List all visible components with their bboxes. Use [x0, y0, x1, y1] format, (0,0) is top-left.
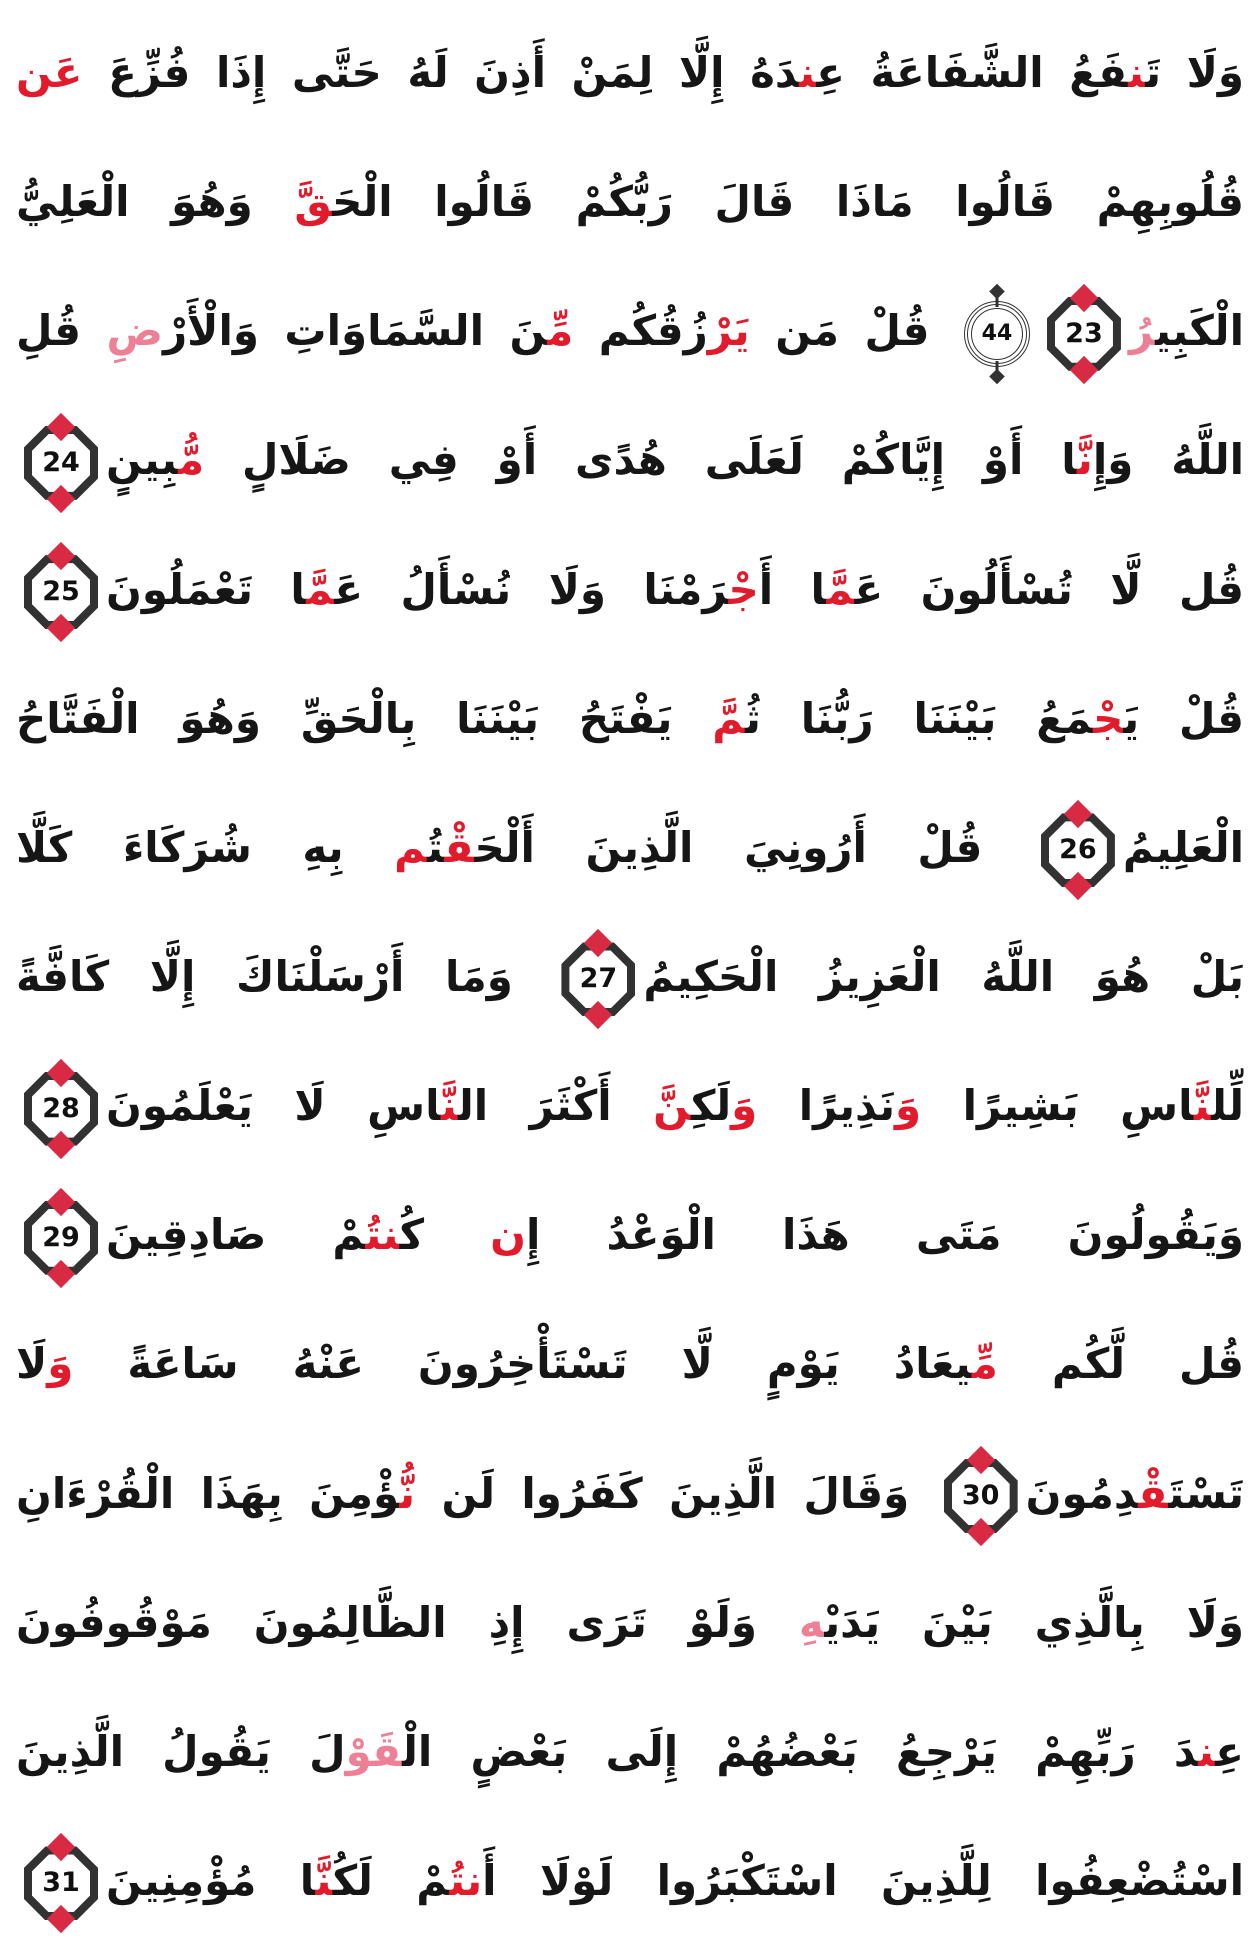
text-segment: لَا	[16, 1339, 48, 1389]
text-segment: نَذِيرًا	[757, 1081, 896, 1131]
text-segment: دَهُ إِلَّا لِمَنْ أَذِنَ لَهُ حَتَّى إِذَا فُزِّعَ	[82, 48, 800, 97]
quran-line-5	[16, 531, 1244, 655]
tajweed-red-segment: نَّ	[315, 1855, 333, 1905]
quran-line-3	[16, 272, 1244, 396]
tajweed-red-segment: قَّ	[294, 177, 333, 227]
quran-line-2	[16, 143, 1244, 267]
quran-line-15	[16, 1822, 1244, 1946]
quran-line-11	[16, 1305, 1244, 1429]
tajweed-red-segment: ن	[799, 48, 817, 97]
text-segment: بَلْ هُوَ اللَّهُ الْعَزِيزُ الْحَكِيمُ	[643, 951, 1244, 1001]
tajweed-red-segment: قْ	[1138, 1468, 1169, 1518]
text-segment: مْ صَادِقِينَ	[106, 1210, 366, 1260]
tajweed-pink-segment: رُ	[1128, 306, 1156, 356]
ayah-end-medallion	[1047, 297, 1121, 371]
text-segment: اسِ لَا يَعْلَمُونَ	[106, 1081, 441, 1131]
quran-line-12	[16, 1435, 1244, 1559]
tajweed-red-segment: قْ	[444, 822, 475, 872]
text-segment: مْ لَكُ	[332, 1855, 450, 1905]
tajweed-red-segment: عَن	[16, 48, 83, 97]
tajweed-red-segment: يَرْ	[707, 306, 750, 356]
tajweed-pink-segment: هِ	[798, 1597, 825, 1647]
text-segment: زُقُكُم	[573, 306, 708, 356]
quran-line-6	[16, 660, 1244, 784]
text-segment: قُل لَّكُم	[997, 1339, 1244, 1389]
text-segment: تَسْتَ	[1168, 1468, 1244, 1518]
text-segment: قُل لَّا تُسْأَلُونَ عَ	[854, 564, 1244, 614]
text-segment: تُ	[427, 822, 445, 872]
ayah-number: 28	[42, 1092, 80, 1124]
quran-line-1	[16, 14, 1244, 138]
text-segment: الْكَبِي	[1155, 306, 1244, 356]
ayah-number: 23	[1065, 317, 1103, 349]
tajweed-red-segment: مُّ	[178, 435, 205, 485]
ayah-end-medallion	[24, 426, 98, 500]
ayah-end-medallion	[24, 555, 98, 629]
text-segment: وَهُوَ الْعَلِيُّ	[16, 177, 295, 227]
ayah-number: 31	[42, 1867, 80, 1899]
tajweed-red-segment: مَّ	[826, 564, 855, 614]
text-segment: دِمُونَ	[1025, 1468, 1139, 1518]
text-segment: عِ	[1215, 1726, 1244, 1776]
ayah-end-medallion	[944, 1459, 1018, 1533]
tajweed-red-segment: نَّ	[653, 1081, 691, 1131]
tajweed-red-segment: مِّ	[971, 1339, 998, 1389]
tajweed-red-segment: وَ	[895, 1081, 922, 1131]
tajweed-red-segment: مَّ	[712, 693, 746, 743]
ayah-end-medallion	[1041, 813, 1115, 887]
text-segment: قُلِ	[16, 306, 107, 356]
tajweed-red-segment: نتُ	[365, 1210, 400, 1260]
tajweed-red-segment: مَّ	[306, 564, 335, 614]
ayah-end-medallion	[24, 1072, 98, 1146]
text-segment: رَمْنَا وَلَا نُسْأَلُ عَ	[334, 564, 729, 614]
tajweed-red-segment: ن	[1198, 1726, 1216, 1776]
quran-line-7	[16, 789, 1244, 913]
tajweed-red-segment: وَ	[47, 1339, 74, 1389]
ayah-number: 27	[579, 963, 618, 995]
text-segment: لَ يَقُولُ الَّذِينَ	[16, 1726, 346, 1776]
text-segment: وَلَوْ تَرَى إِذِ الظَّالِمُونَ مَوْقُوفُونَ	[16, 1597, 799, 1647]
ayah-number: 30	[961, 1480, 1000, 1512]
tajweed-red-segment: نَّ	[440, 1081, 458, 1131]
ayah-end-medallion	[24, 1201, 98, 1275]
text-segment: ا أَ	[758, 564, 827, 614]
hizb-rosette-marker	[961, 282, 1033, 386]
quran-line-14	[16, 1693, 1244, 1817]
ayah-end-medallion	[24, 1846, 98, 1920]
text-segment: بِهِ شُرَكَاءَ كَلَّا	[16, 822, 395, 872]
tajweed-red-segment: جْ	[1093, 693, 1124, 743]
tajweed-red-segment: نَّ	[1193, 1081, 1212, 1131]
text-segment: كُ	[399, 1210, 491, 1260]
text-segment: وَلَا تَ	[1145, 48, 1245, 97]
quran-line-13	[16, 1564, 1244, 1688]
text-segment: يعَادُ يَوْمٍ لَّا تَسْتَأْخِرُونَ عَنْهُ سَاعَةً	[73, 1339, 972, 1389]
tajweed-red-segment: وَ	[731, 1081, 758, 1131]
text-segment: ؤْمِنَ بِهَذَا الْقُرْءَانِ	[16, 1468, 400, 1518]
tajweed-red-segment: مِّ	[547, 306, 574, 356]
ayah-end-medallion	[561, 942, 635, 1016]
tajweed-red-segment: ن	[1128, 48, 1146, 97]
text-segment: فَعُ الشَّفَاعَةُ عِ	[816, 48, 1129, 97]
text-segment: وَلَا بِالَّذِي بَيْنَ يَدَيْ	[824, 1597, 1245, 1647]
text-segment: أَكْثَرَ ال	[458, 1081, 654, 1131]
text-segment: يَفْتَحُ بَيْنَنَا بِالْحَقِّ وَهُوَ الْفَتَّاحُ	[16, 693, 713, 743]
hizb-number: 44	[981, 320, 1013, 346]
ayah-number: 26	[1059, 834, 1097, 866]
tajweed-red-segment: نُّ	[399, 1468, 416, 1518]
tajweed-red-segment: م	[394, 822, 428, 872]
text-segment: دَ رَبِّهِمْ يَرْجِعُ بَعْضُهُمْ إِلَى بَعْضٍ الْ	[402, 1726, 1199, 1776]
text-segment: ا أَوْ إِيَّاكُمْ لَعَلَى هُدًى أَوْ فِي ضَلَالٍ	[204, 435, 1078, 485]
tajweed-red-segment: نتُ	[449, 1855, 483, 1905]
text-segment: اسِ بَشِيرًا	[921, 1081, 1194, 1131]
text-segment: وَقَالَ الَّذِينَ كَفَرُوا لَن	[415, 1468, 936, 1518]
tajweed-pink-segment: ضِ	[106, 306, 163, 356]
tajweed-pink-segment: قَوْ	[345, 1726, 403, 1776]
quran-line-10	[16, 1176, 1244, 1300]
quran-line-9	[16, 1047, 1244, 1171]
text-segment: اسْتُضْعِفُوا لِلَّذِينَ اسْتَكْبَرُوا لَوْلَا أَ	[482, 1855, 1244, 1905]
text-segment: مَعُ بَيْنَنَا رَبُّنَا ثُ	[745, 693, 1094, 743]
ayah-number: 25	[42, 576, 80, 608]
text-segment: قُلْ يَ	[1123, 693, 1245, 743]
text-segment: قُلْ مَن	[749, 306, 955, 356]
text-segment: بِينٍ	[106, 435, 179, 485]
text-segment: ا مُؤْمِنِينَ	[106, 1855, 316, 1905]
text-segment: لِّل	[1211, 1081, 1244, 1131]
text-segment: نَ السَّمَاوَاتِ وَالْأَرْ	[162, 306, 548, 356]
quran-line-8	[16, 918, 1244, 1042]
quran-line-4	[16, 401, 1244, 525]
text-segment: اللَّهُ وَإِ	[1092, 435, 1244, 485]
tajweed-red-segment: جْ	[728, 564, 759, 614]
text-segment: قُلْ أَرُونِيَ الَّذِينَ أَلْحَ	[474, 822, 1033, 872]
tajweed-red-segment: ن	[490, 1210, 527, 1260]
text-segment: لَكِ	[690, 1081, 732, 1131]
ayah-number: 29	[42, 1221, 80, 1253]
text-segment: ا تَعْمَلُونَ	[106, 564, 307, 614]
ayah-number: 24	[42, 446, 80, 478]
text-segment: الْعَلِيمُ	[1122, 822, 1244, 872]
tajweed-red-segment: نَّ	[1077, 435, 1093, 485]
text-segment: وَيَقُولُونَ مَتَى هَذَا الْوَعْدُ إِ	[526, 1210, 1244, 1260]
text-segment: وَمَا أَرْسَلْنَاكَ إِلَّا كَافَّةً	[16, 951, 554, 1001]
text-segment: قُلُوبِهِمْ قَالُوا مَاذَا قَالَ رَبُّكُمْ قَالُوا الْحَ	[332, 177, 1244, 227]
